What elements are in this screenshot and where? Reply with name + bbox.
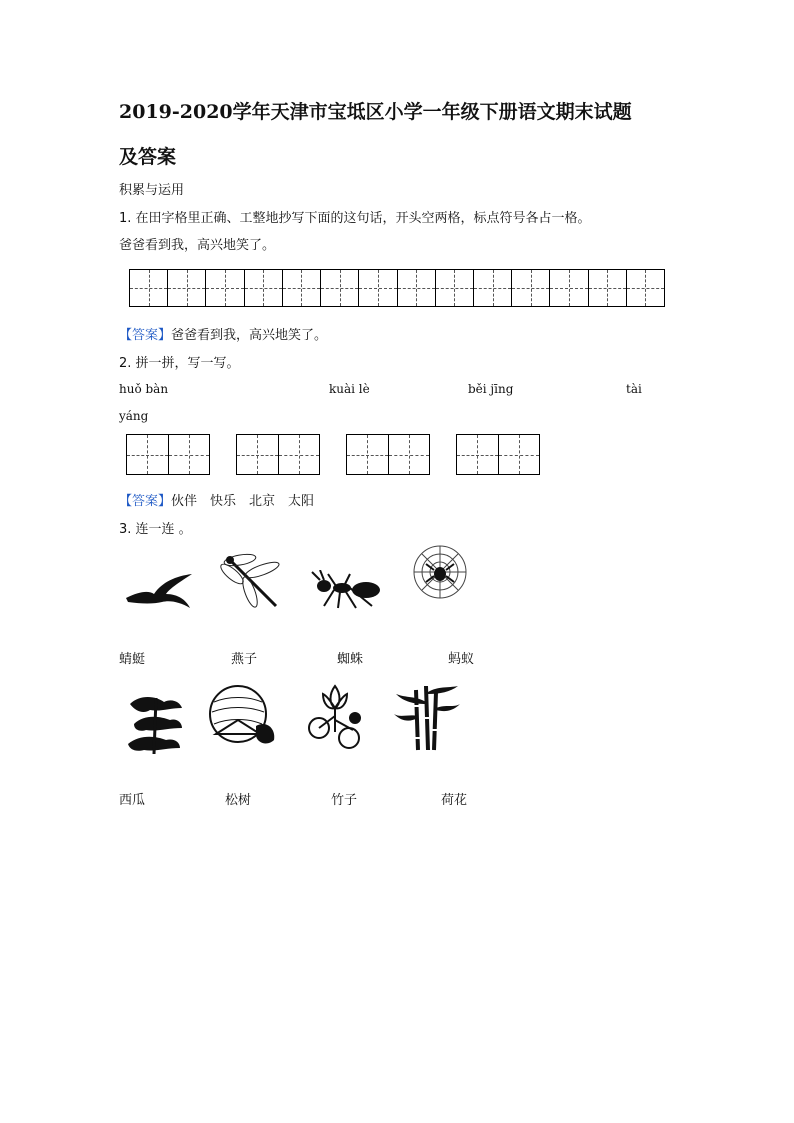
writing-box-2 xyxy=(236,434,320,475)
writing-box-1 xyxy=(126,434,210,475)
pinyin-4b: yáng xyxy=(119,409,149,423)
question-2-prompt: 2. 拼一拼，写一写。 xyxy=(119,356,240,371)
page-title: 2019-2020学年天津市宝坻区小学一年级下册语文期末试题 xyxy=(119,101,632,123)
animal-label-4: 蚂蚁 xyxy=(448,652,475,667)
tianzige-cell xyxy=(206,270,244,306)
dragonfly-picture xyxy=(218,552,286,612)
tianzige-grid xyxy=(129,269,665,307)
pinyin-2: kuài lè xyxy=(329,382,370,396)
animal-label-1: 蜻蜓 xyxy=(119,652,146,667)
section-heading: 积累与运用 xyxy=(119,183,185,198)
tianzige-cell xyxy=(359,270,397,306)
answer-text: 爸爸看到我，高兴地笑了。 xyxy=(171,328,328,343)
page-title-continued: 及答案 xyxy=(119,146,177,168)
tianzige-cell xyxy=(474,270,512,306)
plant-label-3: 竹子 xyxy=(331,793,358,808)
plant-label-2: 松树 xyxy=(225,793,252,808)
answer-tag: 【答案】 xyxy=(119,494,172,509)
tianzige-cell xyxy=(321,270,359,306)
pinyin-3: běi jīng xyxy=(468,382,514,396)
tianzige-cell xyxy=(589,270,627,306)
tianzige-cell xyxy=(245,270,283,306)
spider-picture xyxy=(412,544,468,600)
tianzige-cell xyxy=(550,270,588,306)
animal-label-3: 蜘蛛 xyxy=(337,652,364,667)
tianzige-cell xyxy=(168,270,206,306)
lotus-picture xyxy=(305,682,367,750)
bamboo-picture xyxy=(392,682,462,752)
tianzige-cell xyxy=(436,270,474,306)
question-3-prompt: 3. 连一连 。 xyxy=(119,522,192,537)
plant-label-1: 西瓜 xyxy=(119,793,146,808)
ant-picture xyxy=(310,570,386,610)
animal-label-2: 燕子 xyxy=(231,652,258,667)
writing-box-3 xyxy=(346,434,430,475)
pinyin-4a: tài xyxy=(626,382,642,396)
tianzige-cell xyxy=(130,270,168,306)
question-1-sentence: 爸爸看到我，高兴地笑了。 xyxy=(119,238,276,253)
question-1-prompt: 1. 在田字格里正确、工整地抄写下面的这句话，开头空两格，标点符号各占一格。 xyxy=(119,211,591,226)
watermelon-picture xyxy=(208,684,280,748)
pinyin-1: huǒ bàn xyxy=(119,382,169,396)
question-1-answer xyxy=(119,324,327,343)
question-2-answer xyxy=(119,490,314,509)
plant-label-4: 荷花 xyxy=(441,793,468,808)
tianzige-cell xyxy=(398,270,436,306)
writing-box-4 xyxy=(456,434,540,475)
answer-tag: 【答案】 xyxy=(119,328,172,343)
pine-tree-picture xyxy=(126,690,184,754)
tianzige-cell xyxy=(512,270,550,306)
tianzige-cell xyxy=(283,270,321,306)
answer-text: 伙伴 快乐 北京 太阳 xyxy=(171,494,315,509)
tianzige-cell xyxy=(627,270,664,306)
swallow-picture xyxy=(124,572,194,612)
